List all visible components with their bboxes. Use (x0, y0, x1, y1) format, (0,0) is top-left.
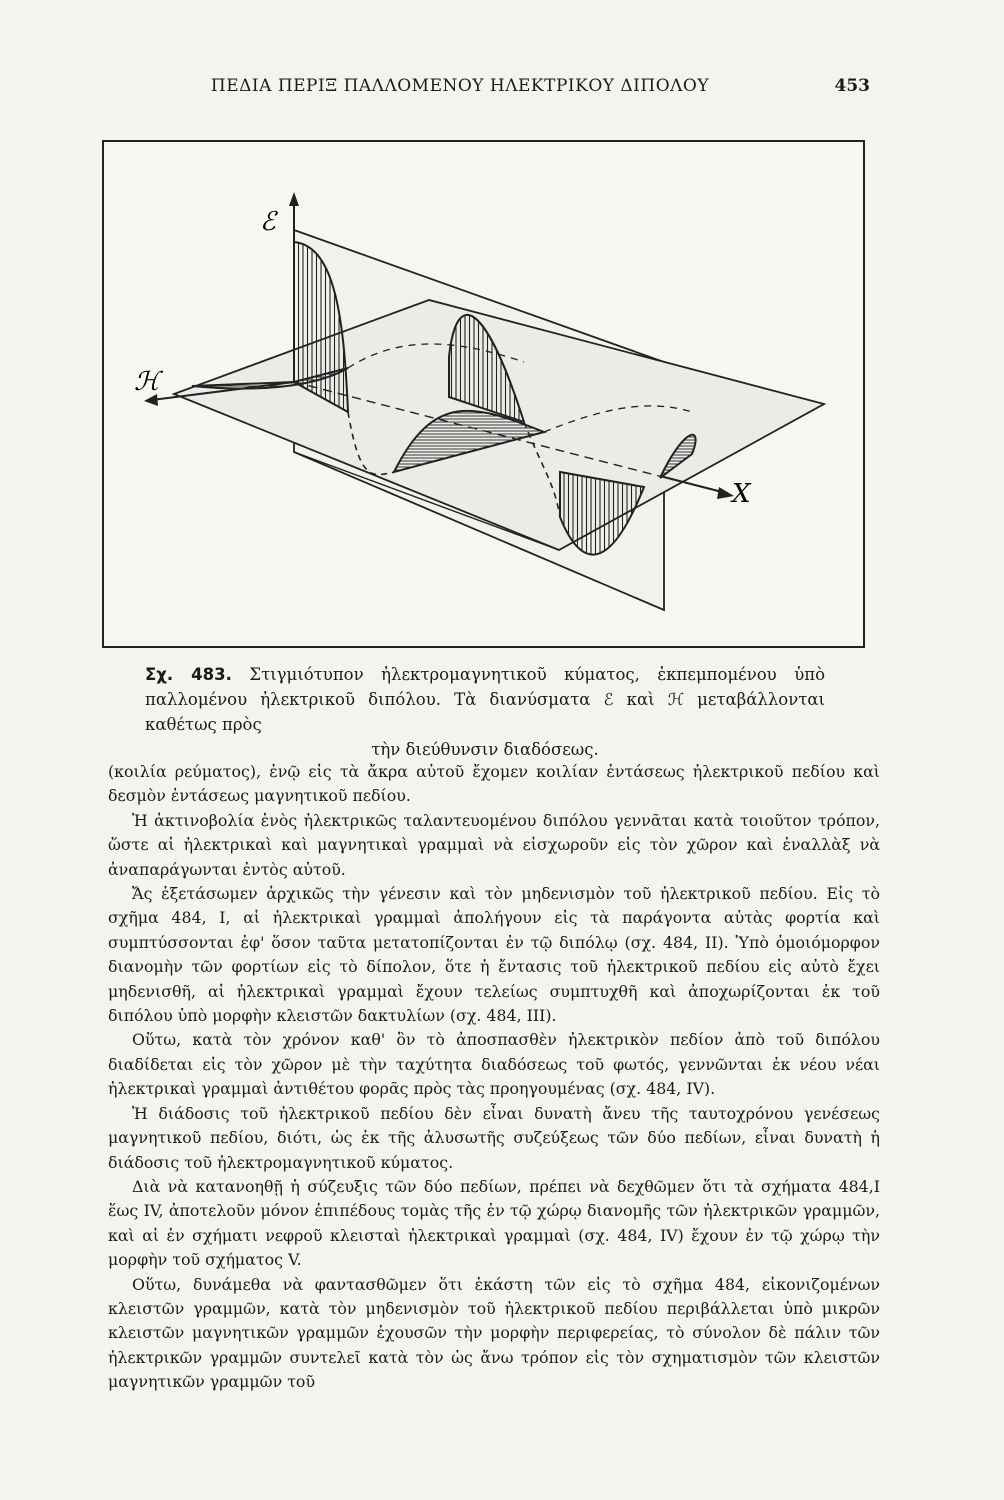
page-number: 453 (834, 76, 870, 96)
body-text (108, 760, 880, 1395)
running-head: ΠΕΔΙΑ ΠΕΡΙΞ ΠΑΛΛΟΜΕΝΟΥ ΗΛΕΚΤΡΙΚΟΥ ΔΙΠΟΛΟΥ (210, 76, 710, 96)
paragraph: (κοιλία ρεύματος), ἐνῷ εἰς τὰ ἄκρα αὐτοῦ ἔχομεν κοιλίαν ἐντάσεως ἠλεκτρικοῦ πεδίου καὶ δεσμὸν ἐντάσεως μαγνητικοῦ πεδίου. (108, 762, 880, 806)
e-axis-label: ℰ (260, 207, 276, 237)
caption-text: Στιγμιότυπον ἠλεκτρομαγνητικοῦ κύματος, ἐκπεμπομένου ὑπὸ παλλομένου ἠλεκτρικοῦ διπόλου. Τὰ διανύσματα ℰ καὶ ℋ μεταβάλλονται καθέτως πρὸς (145, 665, 826, 734)
e-axis-arrowhead (289, 192, 299, 206)
caption-figure-number: Σχ. 483. (145, 665, 232, 684)
page-header (150, 76, 870, 98)
paragraph: Οὕτω, δυνάμεθα νὰ φαντασθῶμεν ὅτι ἑκάστη τῶν εἰς τὸ σχῆμα 484, εἰκονιζομένων κλειστῶν γραμμῶν, κατὰ τὸν μηδενισμὸν τοῦ ἠλεκτρικοῦ πεδίου περιβάλλεται ὑπὸ μικρῶν κλειστῶν μαγνητικῶν γραμμῶν ἐχουσῶν τὴν μορφὴν περιφερείας, τὸ σύνολον δὲ πάλιν τῶν ἠλεκτρικῶν γραμμῶν συντελεῖ κατὰ τὸν ὡς ἄνω τρόπον εἰς τὸν σχηματισμὸν τῶν κλειστῶν μαγνητικῶν γραμμῶν τοῦ (108, 1274, 880, 1392)
figure-caption (145, 662, 825, 762)
figure-483 (102, 140, 865, 648)
em-wave-diagram (104, 142, 867, 650)
paragraph: Διὰ νὰ κατανοηθῇ ἡ σύζευξις τῶν δύο πεδίων, πρέπει νὰ δεχθῶμεν ὅτι τὰ σχήματα 484,Ι ἕως IV, ἀποτελοῦν μόνον ἐπιπέδους τομὰς τῆς ἐν τῷ χώρῳ διανομῆς τῶν ἠλεκτρικῶν γραμμῶν, καὶ αἱ ἐν σχήματι νεφροῦ κλεισταὶ ἠλεκτρικαὶ γραμμαὶ (σχ. 484, IV) ἔχουν ἐν τῷ χώρῳ τὴν μορφὴν τοῦ σχήματος V. (108, 1176, 880, 1270)
caption-text-end: τὴν διεύθυνσιν διαδόσεως. (371, 740, 599, 759)
x-axis-label: X (732, 479, 751, 509)
paragraph: Ἄς ἐξετάσωμεν ἀρχικῶς τὴν γένεσιν καὶ τὸν μηδενισμὸν τοῦ ἠλεκτρικοῦ πεδίου. Εἰς τὸ σχῆμα 484, Ι, αἱ ἠλεκτρικαὶ γραμμαὶ ἀπολήγουν εἰς τὰ παράγοντα αὐτὰς φορτία καὶ συμπτύσσονται ἐφ' ὅσον ταῦτα μετατοπίζονται ἐν τῷ διπόλῳ (σχ. 484, ΙΙ). Ὑπὸ ὁμοιόμορφον διανομὴν τῶν φορτίων εἰς τὸ δίπολον, ὅτε ἡ ἔντασις τοῦ ἠλεκτρικοῦ πεδίου εἰς αὐτὸ ἔχει μηδενισθῆ, αἱ ἠλεκτρικαὶ γραμμαὶ ἔχουν τελείως συμπτυχθῆ καὶ ἀποχωρίζονται ἐκ τοῦ διπόλου ὑπὸ μορφὴν κλειστῶν δακτυλίων (σχ. 484, ΙΙΙ). (108, 884, 880, 1026)
paragraph: Ἡ ἀκτινοβολία ἑνὸς ἠλεκτρικῶς ταλαντευομένου διπόλου γεννᾶται κατὰ τοιοῦτον τρόπον, ὥστε αἱ ἠλεκτρικαὶ καὶ μαγνητικαὶ γραμμαὶ νὰ εἰσχωροῦν εἰς τὸν χῶρον καὶ ἐναλλὰξ νὰ ἀναπαράγωνται ἐντὸς αὐτοῦ. (108, 810, 880, 879)
h-axis-label: ℋ (134, 367, 160, 397)
paragraph: Ἡ διάδοσις τοῦ ἠλεκτρικοῦ πεδίου δὲν εἶναι δυνατὴ ἄνευ τῆς ταυτοχρόνου γενέσεως μαγνητικοῦ πεδίου, διότι, ὡς ἐκ τῆς ἀλυσωτῆς συζεύξεως τῶν δύο πεδίων, εἶναι δυνατὴ ἡ διάδοσις τοῦ ἠλεκτρομαγνητικοῦ κύματος. (108, 1103, 880, 1172)
paragraph: Οὕτω, κατὰ τὸν χρόνον καθ' ὃν τὸ ἀποσπασθὲν ἠλεκτρικὸν πεδίον ἀπὸ τοῦ διπόλου διαδίδεται εἰς τὸν χῶρον μὲ τὴν ταχύτητα διαδόσεως τοῦ φωτός, γεννῶνται ἐκ νέου νέαι ἠλεκτρικαὶ γραμμαὶ ἀντιθέτου φορᾶς πρὸς τὰς προηγουμένας (σχ. 484, IV). (108, 1030, 880, 1099)
